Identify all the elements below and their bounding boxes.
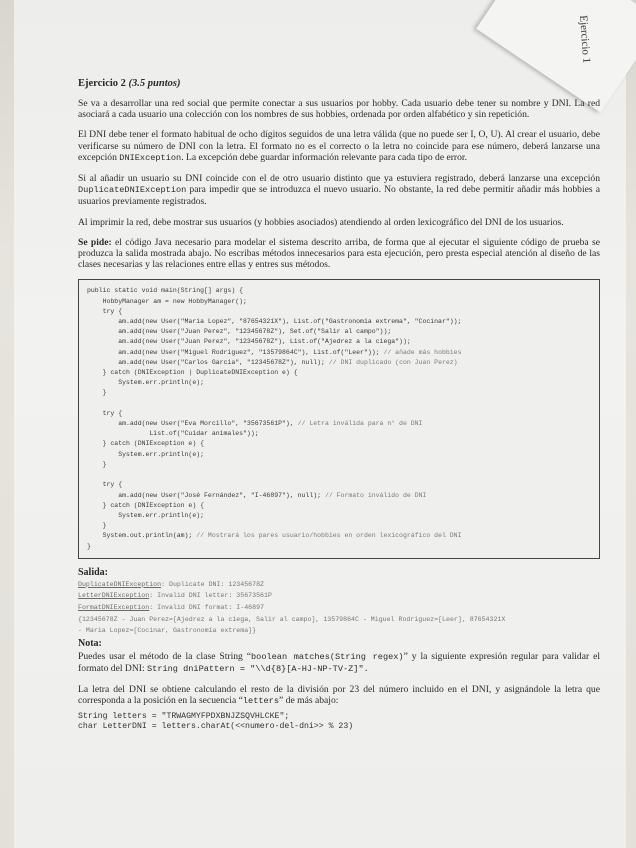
title-points: (3.5 puntos) [128,78,181,89]
code-line [87,368,591,378]
snippet-line: char LetterDNI = letters.charAt(<<numero-del-dni>> % 23) [78,722,354,731]
output-line [78,580,600,590]
task-text: el código Java necesario para modelar el sistema descrito arriba, de forma que al ejecutar el siguiente código de prueba se produzca la salida mostrada abajo. No escribas métodos innecesarios para esta ejecución, pero presta especial atención al diseño de las clases necesarias y las relaciones entre ellas y entres sus métodos. [78,236,600,271]
p3-code: DuplicateDNIException [78,185,187,196]
code-text: am.add(new User("Eva Morcillo", "35673561P"), [87,420,294,428]
code-line [87,388,591,398]
code-line [87,358,591,368]
code-line [87,491,591,501]
code-line [87,450,591,460]
note-regex [78,651,600,675]
code-line [87,297,591,307]
code-text: am.add(new User("Carlos Garcia", "12345678Z"), null); [87,358,325,366]
code-text: System.out.println(am); [87,532,193,540]
code-text: am.add(new User("Maria Lopez", "87654321X"), List.of("Gastronomía extrema", "Cocinar")); [87,318,462,326]
code-line [87,378,591,388]
code-text: } catch (DNIException e) { [87,440,205,448]
paragraph-intro: Se va a desarrollar una red social que permite conectar a sus usuarios por hobby. Cada usuario debe tener su nombre y DNI. La red asociará a cada usuario una colección con los nombres de sus hobbies, ordenada por orden alfabético y sin repetición. [78,98,600,121]
code-text: public static void main(String[] args) { [87,287,244,295]
code-line [87,286,591,296]
code-text: } [87,542,91,550]
exception-name: DuplicateDNIException [78,580,162,588]
output-line [78,603,600,613]
code-line [87,511,591,521]
code-line [87,542,591,552]
salida-label: Salida: [78,566,109,578]
output-text: - Maria Lopez=[Cocinar, Gastronomía extrema]} [78,627,257,635]
code-text: am.add(new User("Juan Perez", "12345678Z"), List.of("Ajedrez a la ciega")); [87,338,411,346]
exercise-title [78,78,600,89]
code-line [87,501,591,511]
corner-text: Ejercicio 1 [577,14,593,64]
exam-page [14,0,626,848]
exception-name: FormatDNIException [78,603,150,611]
n2-text-b: ” de más abajo: [279,695,339,707]
paragraph-duplicate [78,173,600,208]
page-content [78,78,600,733]
code-comment: // Letra inválida para n° de DNI [293,420,423,428]
p2-text-b: . La excepción debe guardar información relevante para cada tipo de error. [181,151,467,163]
code-text: try { [87,409,123,417]
code-line [87,531,591,541]
code-text: } [87,460,107,468]
n1-text-b: ” y la siguiente expresión regular para validar el formato del DNI: [78,650,600,674]
code-text: } catch (DNIException | DuplicateDNIException e) { [87,369,298,377]
code-text: System.err.println(e); [87,511,205,519]
code-text: am.add(new User("Juan Perez", "12345678Z"), Set.of("Salir al campo")); [87,328,392,336]
paragraph-task [78,237,600,271]
p2-text-a: El DNI debe tener el formato habitual de ocho dígitos seguidos de una letra válida (que no puede ser I, O, U). Al crear el usuario, debe verificarse su número de DNI con la letra. El formato no es el correcto o la letra no coincide para ese número, deberá lanzarse una excepción [78,129,600,163]
code-line [87,419,591,429]
p3-text-b: para impedir que se introduzca el nuevo usuario. No obstante, la red debe permitir añadir más hobbies a usuarios previamente registrados. [78,184,600,208]
code-text: System.err.println(e); [87,379,205,387]
n1-code-2: String dniPattern = "\\d{8}[A-HJ-NP-TV-Z]". [147,663,369,674]
output-line [78,626,600,636]
output-text: : Invalid DNI letter: 35673561P [149,592,272,600]
snippet-line: String letters = "TRWAGMYFPDXBNJZSQVHLCKE"; [78,711,290,721]
code-line [87,521,591,531]
output-text: {12345678Z - Juan Perez=[Ajedrez a la ciega, Salir al campo], 13579864C - Miguel Rodriguez=[Leer], 87654321X [78,615,506,623]
code-line [87,409,591,419]
output-text: : Duplicate DNI: 12345678Z [161,580,264,588]
n1-text-a: Puedes usar el método de la clase String “ [78,650,251,662]
output-line [78,615,600,625]
paragraph-dni-format [78,129,600,164]
code-comment: // Mostrará los pares usuario/hobbies en orden lexicográfico del DNI [192,532,462,540]
code-line [87,470,591,480]
code-line [87,317,591,327]
title-prefix: Ejercicio 2 [78,78,126,89]
paragraph-print: Al imprimir la red, debe mostrar sus usuarios (y hobbies asociados) atendiendo al orden lexicográfico del DNI de los usuarios. [78,216,564,228]
exception-name: LetterDNIException [78,592,150,600]
letters-snippet [78,712,600,733]
code-line [87,337,591,347]
code-line [87,307,591,317]
n2-code: letters [242,696,279,707]
task-label: Se pide: [78,236,112,248]
code-text [87,400,91,407]
p2-code: DNIException [119,152,182,163]
code-text: } [87,522,107,530]
code-block [78,279,600,558]
code-text: try { [87,307,123,315]
code-text: HobbyManager am = new HobbyManager(); [87,297,247,305]
code-line [87,439,591,449]
output-line [78,591,600,601]
n1-code: boolean matches(String regex) [251,651,404,662]
code-text [87,471,91,478]
code-comment: // Formato inválido de DNI [321,491,427,499]
code-text: } [87,389,107,397]
code-text: try { [87,481,123,489]
code-line [87,399,591,409]
n2-text-a: La letra del DNI se obtiene calculando el resto de la división por 23 del número incluido en el DNI, y asignándole la letra que corresponda a la posición en la secuencia “ [78,684,600,707]
code-text: am.add(new User("Miguel Rodriguez", "13579864C"), List.of("Leer")); [87,348,380,356]
code-line [87,348,591,358]
output-text: : Invalid DNI format: I-46897 [149,603,264,611]
code-text: } catch (DNIException e) { [87,501,205,509]
code-comment: // DNI duplicado (con Juan Perez) [324,358,458,366]
nota-label: Nota: [78,637,102,649]
code-text: System.err.println(e); [87,450,205,458]
code-line [87,429,591,439]
code-comment: // añade más hobbies [379,348,462,356]
program-output [78,580,600,636]
code-text: am.add(new User("José Fernández", "I-46897"), null); [87,491,322,499]
code-line [87,327,591,337]
note-letter [78,684,600,707]
p3-text-a: Si al añadir un usuario su DNI coincide con el de otro usuario distinto que ya estuviera registrado, deberá lanzarse una excepción [78,173,600,185]
code-text: List.of("Cuidar animales")); [87,430,259,438]
code-line [87,480,591,490]
code-line [87,460,591,470]
